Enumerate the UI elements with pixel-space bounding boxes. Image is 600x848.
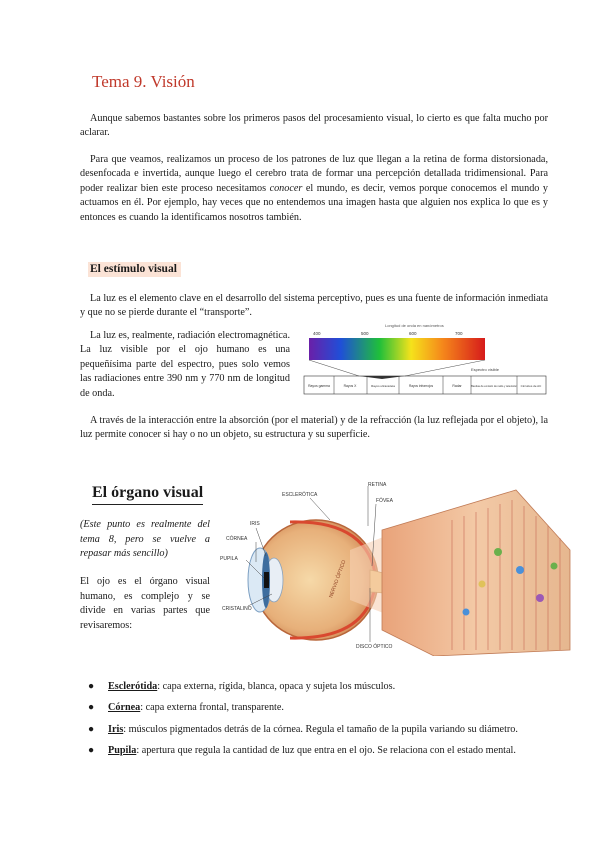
eye-label-esclerotica: ESCLERÓTICA <box>282 492 318 498</box>
eye-label-disco: DISCO ÓPTICO <box>356 644 393 650</box>
band-gamma: Rayos gamma <box>308 384 330 388</box>
part-term: Iris <box>108 723 124 735</box>
eye-label-iris: IRIS <box>250 521 260 527</box>
band-ir: Rayos infrarrojos <box>408 384 434 388</box>
eye-parts-list <box>82 680 552 766</box>
pupil-shape <box>264 572 269 588</box>
intro-paragraph-2 <box>80 153 548 225</box>
list-item <box>82 701 552 715</box>
part-term: Esclerótida <box>108 681 158 692</box>
visible-range-marker <box>359 376 405 379</box>
eye-label-cristalino: CRISTALINO <box>222 606 252 612</box>
intro-text-1: Aunque sabemos bastantes sobre los primeros pasos del procesamiento visual, lo cierto es que falta mucho por aclarar. <box>80 113 548 139</box>
page-title: Tema 9. Visión <box>92 72 195 91</box>
organ-text: El ojo es el órgano visual humano, es complejo y se divide en varias partes que revisaremos: <box>80 576 210 631</box>
stimulus-paragraph-1 <box>80 292 548 321</box>
stimulus-text-1: La luz es el elemento clave en el desarrollo del sistema perceptivo, pues es una fuente de información inmediata y que no se pierde durante el “transporte”. <box>80 293 548 319</box>
intro-text-2a: Para que veamos, realizamos un proceso de los patrones de luz que llegan a la retina de forma distorsionada, desenfocada e invertida, aunque luego el cerebro trata de formar una percepción detallada tridimensional. Para poder realizar bien este proceso necesitamos <box>80 154 548 194</box>
part-term: Córnea <box>108 702 141 714</box>
stimulus-text-2: La luz es, realmente, radiación electromagnética. La luz visible por el ojo humano es una pequeñísima parte del espectro, pues solo vemos las radiaciones entre 390 nm y 770 nm de longitud de onda. <box>80 330 290 399</box>
part-description: : capa externa frontal, transparente. <box>140 702 284 714</box>
intro-paragraph-1 <box>80 112 548 141</box>
visible-spectrum-label: Espectro visible <box>471 367 500 372</box>
bullet-icon: ● <box>88 723 95 735</box>
band-ac: Circuitos de AC <box>520 384 542 388</box>
intro-text-2b: el mundo, es decir, vemos porque conocemos el mundo y actuamos en él. Por ejemplo, hay veces que no entendemos una imagen hasta que alguien nos explica lo que es y entonces es cuando la identificamos nosotros también. <box>80 182 548 223</box>
stimulus-paragraph-3 <box>80 414 548 443</box>
visible-spectrum-gradient <box>309 338 485 360</box>
band-radio-tv: Bandas de emisión de radio y televisión <box>471 385 517 388</box>
part-description: : capa externa, rígida, blanca, opaca y sujeta los músculos. <box>157 681 396 692</box>
eye-label-retina: RETINA <box>368 482 387 488</box>
stimulus-paragraph-2 <box>80 329 290 401</box>
section-heading-stimulus: El estímulo visual <box>88 262 181 277</box>
organ-note: (Este punto es realmente del tema 8, pero se vuelve a repasar más sencillo) <box>80 519 210 560</box>
list-item <box>82 680 552 694</box>
spectrum-tick-500: 500 <box>361 331 369 336</box>
list-item <box>82 744 552 758</box>
spectrum-tick-400: 400 <box>313 331 321 336</box>
band-radar: Radar <box>452 384 462 388</box>
eye-label-cornea: CÓRNEA <box>226 536 248 542</box>
electromagnetic-spectrum-figure <box>303 321 547 397</box>
bullet-icon: ● <box>88 681 95 692</box>
leader-esclerotica <box>310 498 330 520</box>
part-term: Pupila <box>108 745 137 757</box>
spectrum-pointer-left <box>309 360 359 376</box>
spectrum-caption: Longitud de onda en nanómetros <box>385 323 444 328</box>
bullet-icon: ● <box>88 702 95 714</box>
part-description: : músculos pigmentados detrás de la córnea. Regula el tamaño de la pupila variando su diámetro. <box>123 723 518 735</box>
eye-label-pupila: PUPILA <box>220 556 238 562</box>
eye-anatomy-figure <box>220 480 572 656</box>
stimulus-text-3: A través de la interacción entre la absorción (por el material) y de la refracción (la luz reflejada por el objeto), la luz permite conocer si hay o no un objeto, su estructura y su superficie. <box>80 415 548 441</box>
spectrum-tick-700: 700 <box>455 331 463 336</box>
organ-paragraph <box>80 575 210 633</box>
eye-label-fovea: FÓVEA <box>376 498 393 504</box>
list-item <box>82 723 552 737</box>
spectrum-tick-600: 600 <box>409 331 417 336</box>
band-uv: Rayos ultravioleta <box>371 384 395 388</box>
band-xray: Rayos X <box>343 384 357 388</box>
part-description: : apertura que regula la cantidad de luz que entra en el ojo. Se relaciona con el estado mental. <box>136 745 516 757</box>
eye-label-optic-nerve: NERVIO ÓPTICO <box>328 559 348 599</box>
bullet-icon: ● <box>88 745 95 757</box>
section-heading-organ: El órgano visual <box>92 484 204 501</box>
intro-emphasis: conocer <box>269 182 303 194</box>
